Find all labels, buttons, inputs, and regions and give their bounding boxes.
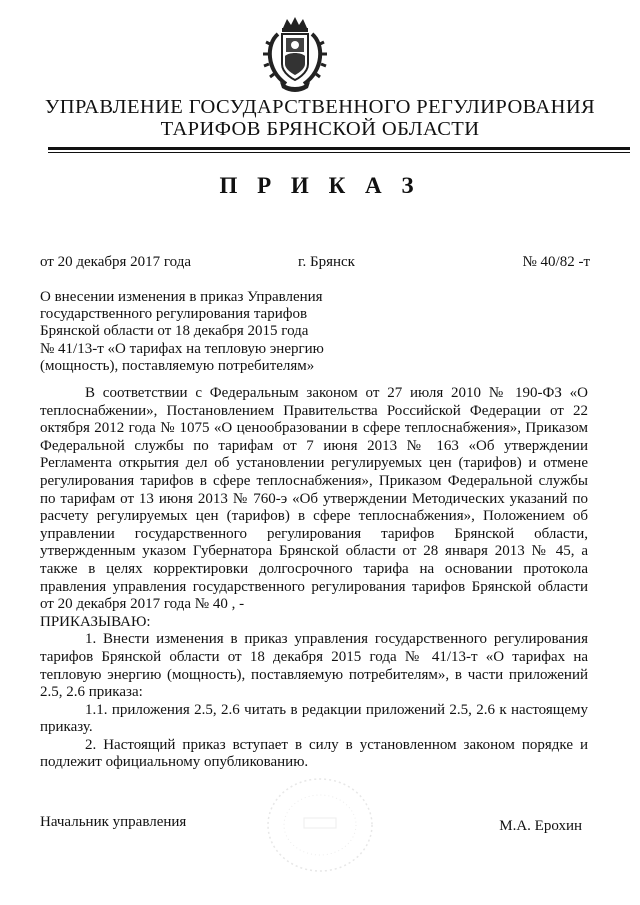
document-date: от 20 декабря 2017 года	[40, 254, 192, 270]
document-body	[40, 385, 588, 772]
order-item-2: 2. Настоящий приказ вступает в силу в установленном законом порядке и подлежит официальному опубликованию.	[40, 736, 588, 771]
signatory-name: М.А. Ерохин	[499, 818, 582, 834]
coat-of-arms-icon	[256, 14, 334, 94]
document-city: г. Брянск	[298, 254, 355, 270]
subject-line: государственного регулирования тарифов	[40, 306, 308, 323]
preamble-paragraph: В соответствии с Федеральным законом от 27 июля 2010 № 190-ФЗ «О теплоснабжении», Постановлением Правительства Российской Федерации от 22 октября 2012 года № 1075 «О ценообразовании в сфере теплоснабжения», Приказом Федеральной службы по тарифам от 7 июня 2013 № 163 «Об утверждении Регламента открытия дел об установлении регулируемых цен (тарифов) и отмене регулирования тарифов в сфере теплоснабжения», Приказом Федеральной службы по тарифам от 13 июня 2013 № 760-э «Об утверждении Методических указаний по расчету регулируемых цен (тарифов) в сфере теплоснабжения», Положением об управлении государственного регулирования тарифов Брянской области, утвержденным указом Губернатора Брянской области от 28 января 2013 № 45, а также в целях корректировки долгосрочного тарифа на основании протокола правления управления государственного регулирования тарифов Брянской области от 20 декабря 2017 года № 40 , -	[40, 385, 588, 613]
header-rule-thin	[48, 152, 630, 153]
subject-line: Брянской области от 18 декабря 2015 года	[40, 323, 309, 340]
document-type-title: П Р И К А З	[219, 173, 421, 198]
header-rule-thick	[48, 147, 630, 150]
document-number: № 40/82 -т	[522, 254, 590, 270]
subject-line: № 41/13-т «О тарифах на тепловую энергию	[40, 340, 324, 357]
order-item-1-1: 1.1. приложения 2.5, 2.6 читать в редакции приложений 2.5, 2.6 к настоящему приказу.	[40, 701, 588, 736]
signatory-title: Начальник управления	[40, 814, 187, 830]
organization-name-line1: УПРАВЛЕНИЕ ГОСУДАРСТВЕННОГО РЕГУЛИРОВАНИЯ	[44, 96, 596, 118]
subject-line: О внесении изменения в приказ Управления	[40, 289, 323, 305]
subject-line: (мощность), поставляемую потребителям»	[40, 357, 315, 374]
organization-name-line2: ТАРИФОВ БРЯНСКОЙ ОБЛАСТИ	[160, 118, 480, 140]
order-word: ПРИКАЗЫВАЮ:	[40, 613, 151, 630]
document-subject	[40, 289, 350, 375]
order-item-1: 1. Внести изменения в приказ управления государственного регулирования тарифов Брянской области от 18 декабря 2015 года № 41/13-т «О тарифах на тепловую энергию (мощность), поставляемую потребителям», в части приложений 2.5, 2.6 приказа:	[40, 631, 588, 701]
faint-stamp-icon	[260, 770, 380, 880]
